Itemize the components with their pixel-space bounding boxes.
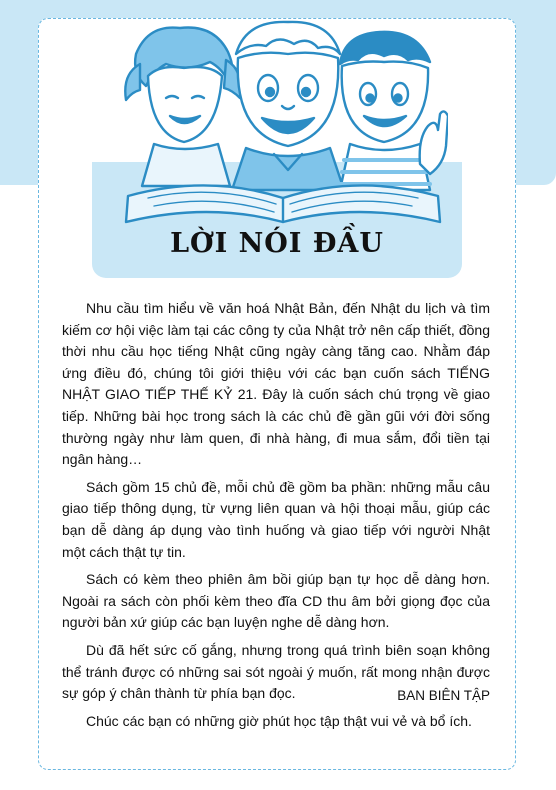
paragraph: Dù đã hết sức cố gắng, nhưng trong quá trình biên soạn không thể tránh được có những sai sót ngoài ý muốn, rất mong nhận được sự góp ý chân thành từ phía bạn đọc.: [62, 641, 490, 702]
paragraph: Chúc các bạn có những giờ phút học tập thật vui vẻ và bổ ích.: [86, 712, 472, 729]
paragraph: Nhu cầu tìm hiểu về văn hoá Nhật Bản, đến Nhật du lịch và tìm kiếm cơ hội việc làm tại các công ty của Nhật trở nên cấp thiết, đồng thời nhu cầu học tiếng Nhật cũng ngày càng tăng cao. Nhằm đáp ứng điều đó, chúng tôi giới thiệu với các bạn cuốn sách TIẾNG NHẬT GIAO TIẾP THẾ KỶ 21. Đây là cuốn sách chú trọng về giao tiếp. Những bài học trong sách là các chủ đề gần gũi với đời sống thường ngày như làm quen, đi nhà hàng, đi mua sắm, đổi tiền tại ngân hàng…: [62, 300, 490, 468]
signature: BAN BIÊN TẬP: [397, 688, 490, 703]
paragraph: Sách gồm 15 chủ đề, mỗi chủ đề gồm ba phần: những mẫu câu giao tiếp thông dụng, từ vựng liên quan và hội thoại mẫu, giúp các bạn dễ dàng áp dụng vào tình huống và giao tiếp với người Nhật một cách thật tự tin.: [62, 478, 490, 560]
preface-body: [62, 298, 490, 738]
paragraph: Sách có kèm theo phiên âm bồi giúp bạn tự học dễ dàng hơn. Ngoài ra sách còn phối kèm theo đĩa CD thu âm bởi giọng đọc của người bản xứ giúp các bạn luyện nghe dễ dàng hơn.: [62, 571, 490, 631]
page-title: LỜI NÓI ĐẦU: [170, 228, 384, 259]
children-reading-book-icon: [118, 14, 448, 224]
